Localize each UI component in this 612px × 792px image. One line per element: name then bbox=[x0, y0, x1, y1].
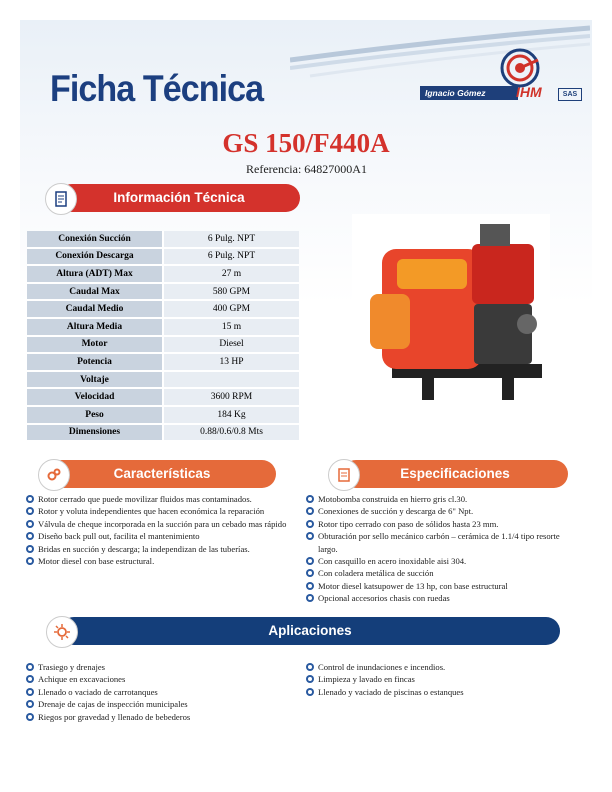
spec-label: Dimensiones bbox=[27, 424, 163, 442]
bullet-icon bbox=[26, 688, 34, 696]
list-item bbox=[26, 505, 302, 517]
list-item bbox=[306, 686, 576, 698]
bullet-icon bbox=[26, 557, 34, 565]
table-row bbox=[27, 336, 299, 354]
bullet-icon bbox=[306, 507, 314, 515]
bullet-icon bbox=[306, 532, 314, 540]
document-icon bbox=[45, 183, 77, 215]
list-item-text: Rotor cerrado que puede movilizar fluidos mas contaminados. bbox=[38, 494, 252, 504]
technical-info-table bbox=[27, 231, 299, 442]
section-features-header bbox=[48, 460, 276, 488]
spec-value: 15 m bbox=[163, 318, 299, 336]
list-item bbox=[306, 673, 576, 685]
section-specs-header bbox=[342, 460, 568, 488]
list-item bbox=[306, 580, 576, 592]
bullet-icon bbox=[306, 594, 314, 602]
spec-value: 0.88/0.6/0.8 Mts bbox=[163, 424, 299, 442]
table-row bbox=[27, 424, 299, 442]
table-row bbox=[27, 388, 299, 406]
gears-icon bbox=[38, 459, 70, 491]
list-item-text: Motobomba construida en hierro gris cl.30. bbox=[318, 494, 468, 504]
table-row bbox=[27, 371, 299, 389]
bullet-icon bbox=[26, 675, 34, 683]
list-item bbox=[306, 555, 576, 567]
section-info-title: Información Técnica bbox=[113, 190, 245, 205]
spec-label: Conexión Descarga bbox=[27, 248, 163, 266]
list-item-text: Riegos por gravedad y llenado de bebederos bbox=[38, 711, 191, 722]
section-features-title: Características bbox=[113, 466, 211, 481]
section-apps-header bbox=[60, 617, 560, 645]
list-item bbox=[306, 530, 576, 555]
list-item bbox=[306, 661, 576, 673]
checklist-icon bbox=[328, 459, 360, 491]
bullet-icon bbox=[306, 675, 314, 683]
bullet-icon bbox=[306, 569, 314, 577]
bullet-icon bbox=[26, 507, 34, 515]
bullet-icon bbox=[26, 663, 34, 671]
list-item bbox=[26, 543, 302, 555]
table-row bbox=[27, 231, 299, 248]
bullet-icon bbox=[306, 663, 314, 671]
bullet-icon bbox=[306, 495, 314, 503]
applications-list-right bbox=[306, 661, 576, 698]
list-item bbox=[26, 711, 302, 723]
spec-label: Altura (ADT) Max bbox=[27, 265, 163, 283]
list-item-text: Drenaje de cajas de inspección municipales bbox=[38, 699, 188, 710]
applications-list-left bbox=[26, 661, 302, 723]
bullet-icon bbox=[306, 582, 314, 590]
list-item-text: Obturación por sello mecánico carbón – cerámica de 1.1/4 tipo resorte largo. bbox=[318, 531, 560, 554]
list-item-text: Trasiego y drenajes bbox=[38, 662, 105, 672]
list-item-text: Conexiones de succión y descarga de 6" Npt. bbox=[318, 506, 474, 517]
section-apps-title: Aplicaciones bbox=[268, 623, 352, 638]
list-item-text: Achique en excavaciones bbox=[38, 674, 126, 685]
table-row bbox=[27, 265, 299, 283]
list-item bbox=[306, 592, 576, 604]
company-logo bbox=[420, 48, 600, 108]
list-item-text: Diseño back pull out, facilita el mantenimiento bbox=[38, 531, 200, 542]
spec-value: 6 Pulg. NPT bbox=[163, 231, 299, 248]
specs-list bbox=[306, 493, 576, 605]
list-item-text: Motor diesel con base estructural. bbox=[38, 556, 155, 567]
spec-value: 27 m bbox=[163, 265, 299, 283]
bullet-icon bbox=[26, 713, 34, 721]
spec-label: Caudal Max bbox=[27, 283, 163, 301]
logo-emblem-icon bbox=[500, 48, 540, 88]
spec-value: 580 GPM bbox=[163, 283, 299, 301]
spec-value: 3600 RPM bbox=[163, 388, 299, 406]
table-row bbox=[27, 248, 299, 266]
spec-label: Motor bbox=[27, 336, 163, 354]
features-list bbox=[26, 493, 302, 567]
list-item bbox=[26, 518, 302, 530]
list-item bbox=[306, 493, 576, 505]
list-item bbox=[26, 698, 302, 710]
list-item-text: Opcional accesorios chasis con ruedas bbox=[318, 593, 450, 604]
spec-value: Diesel bbox=[163, 336, 299, 354]
list-item-text: Con casquillo en acero inoxidable aisi 304. bbox=[318, 556, 467, 567]
list-item-text: Control de inundaciones e incendios. bbox=[318, 662, 446, 672]
brand-mark: IHM bbox=[516, 84, 542, 100]
list-item bbox=[26, 555, 302, 567]
list-item-text: Bridas en succión y descarga; la independizan de las tuberías. bbox=[38, 543, 250, 554]
spec-label: Altura Media bbox=[27, 318, 163, 336]
spec-value: 400 GPM bbox=[163, 300, 299, 318]
spec-value bbox=[163, 371, 299, 389]
list-item-text: Rotor tipo cerrado con paso de sólidos hasta 23 mm. bbox=[318, 518, 499, 529]
table-row bbox=[27, 353, 299, 371]
bullet-icon bbox=[306, 688, 314, 696]
page-title: Ficha Técnica bbox=[50, 68, 264, 109]
product-model: GS 150/F440A bbox=[222, 128, 390, 158]
list-item-text: Limpieza y lavado en fincas bbox=[318, 674, 415, 685]
spec-label: Voltaje bbox=[27, 371, 163, 389]
list-item bbox=[26, 493, 302, 505]
list-item bbox=[26, 530, 302, 542]
spec-value: 6 Pulg. NPT bbox=[163, 248, 299, 266]
list-item-text: Válvula de cheque incorporada en la succión para un cebado mas rápido bbox=[38, 518, 287, 529]
section-specs-title: Especificaciones bbox=[400, 466, 510, 481]
brand-suffix: SAS bbox=[558, 88, 582, 101]
list-item-text: Motor diesel katsupower de 13 hp, con base estructural bbox=[318, 580, 508, 591]
product-reference: Referencia: 64827000A1 bbox=[246, 162, 367, 176]
spec-label: Peso bbox=[27, 406, 163, 424]
sun-gear-icon bbox=[46, 616, 78, 648]
list-item bbox=[306, 567, 576, 579]
pump-photo bbox=[352, 214, 550, 414]
list-item bbox=[26, 673, 302, 685]
section-info-header bbox=[58, 184, 300, 212]
table-row bbox=[27, 283, 299, 301]
table-row bbox=[27, 406, 299, 424]
list-item-text: Llenado o vaciado de carrotanques bbox=[38, 686, 158, 697]
spec-label: Caudal Medio bbox=[27, 300, 163, 318]
list-item-text: Rotor y voluta independientes que hacen económica la reparación bbox=[38, 506, 265, 517]
bullet-icon bbox=[306, 557, 314, 565]
list-item-text: Llenado y vaciado de piscinas o estanques bbox=[318, 686, 464, 697]
bullet-icon bbox=[26, 520, 34, 528]
spec-value: 184 Kg bbox=[163, 406, 299, 424]
table-row bbox=[27, 300, 299, 318]
spec-value: 13 HP bbox=[163, 353, 299, 371]
list-item bbox=[26, 686, 302, 698]
table-row bbox=[27, 318, 299, 336]
spec-label: Potencia bbox=[27, 353, 163, 371]
spec-label: Conexión Succión bbox=[27, 231, 163, 248]
bullet-icon bbox=[26, 495, 34, 503]
list-item-text: Con coladera metálica de succión bbox=[318, 568, 434, 579]
bullet-icon bbox=[26, 532, 34, 540]
bullet-icon bbox=[306, 520, 314, 528]
bullet-icon bbox=[26, 545, 34, 553]
list-item bbox=[306, 505, 576, 517]
list-item bbox=[26, 661, 302, 673]
spec-label: Velocidad bbox=[27, 388, 163, 406]
bullet-icon bbox=[26, 700, 34, 708]
brand-name: Ignacio Gómez bbox=[420, 86, 518, 100]
list-item bbox=[306, 518, 576, 530]
